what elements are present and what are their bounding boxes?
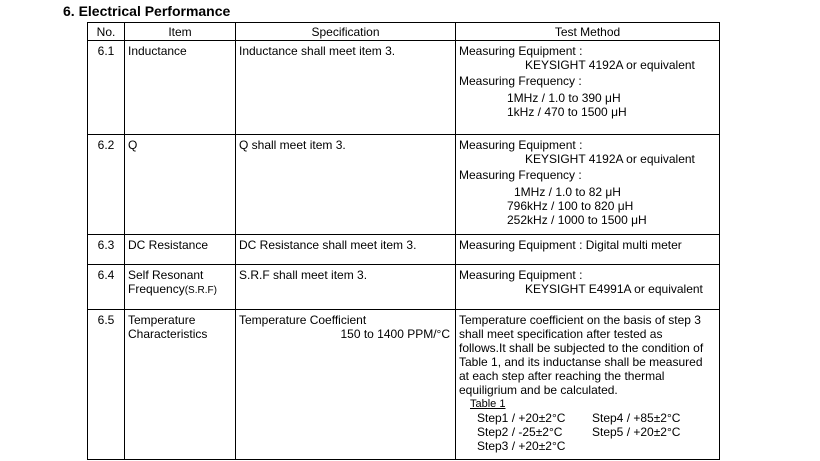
row-item: DC Resistance — [125, 235, 236, 265]
section-heading: 6. Electrical Performance — [63, 3, 231, 19]
row-item: Q — [125, 135, 236, 235]
row-item — [125, 310, 236, 460]
row-test-method — [456, 41, 720, 135]
row-no: 6.2 — [88, 135, 125, 235]
equipment-label: Measuring Equipment : — [459, 268, 583, 282]
col-test-header: Test Method — [456, 23, 720, 41]
test-text-line: equiligrium and be calculated. — [459, 383, 618, 397]
row-item — [125, 265, 236, 310]
table-1-label: Table 1 — [470, 398, 506, 410]
item-abbrev: (S.R.F) — [184, 285, 217, 296]
step-item: Step5 / +20±2°C — [592, 425, 681, 439]
row-test-method: Measuring Equipment : Digital multi meter — [456, 235, 720, 265]
equipment-value: KEYSIGHT 4192A or equivalent — [525, 152, 695, 166]
item-line: Characteristics — [128, 327, 208, 341]
row-test-method — [456, 310, 720, 460]
electrical-performance-table — [87, 22, 720, 460]
row-spec — [236, 310, 456, 460]
frequency-line: 796kHz / 100 to 820 μH — [507, 199, 634, 213]
col-no-header: No. — [88, 23, 125, 41]
row-spec: Q shall meet item 3. — [236, 135, 456, 235]
item-text: Frequency — [128, 282, 185, 296]
col-spec-header: Specification — [236, 23, 456, 41]
item-line — [128, 282, 232, 298]
spec-line: Temperature Coefficient — [239, 313, 367, 327]
test-text-line: shall meet specification after tested as — [459, 327, 663, 341]
row-no: 6.3 — [88, 235, 125, 265]
table-row — [88, 135, 720, 235]
table-row — [88, 310, 720, 460]
step-item: Step4 / +85±2°C — [592, 411, 681, 425]
test-text-line: at each step after reaching the thermal — [459, 369, 665, 383]
col-item-header: Item — [125, 23, 236, 41]
test-text-line: follows.It shall be subjected to the condition of — [459, 341, 704, 355]
step-list — [459, 411, 716, 453]
equipment-label: Measuring Equipment : — [459, 44, 583, 58]
row-test-method — [456, 135, 720, 235]
step-item: Step1 / +20±2°C — [477, 411, 566, 425]
row-item: Inductance — [125, 41, 236, 135]
equipment-value: KEYSIGHT 4192A or equivalent — [525, 58, 695, 72]
item-line: Temperature — [128, 313, 196, 327]
frequency-label: Measuring Frequency : — [459, 168, 582, 182]
frequency-line: 1kHz / 470 to 1500 μH — [507, 105, 627, 119]
step-item: Step3 / +20±2°C — [477, 439, 566, 453]
frequency-label: Measuring Frequency : — [459, 74, 582, 88]
table-row — [88, 41, 720, 135]
table-row — [88, 235, 720, 265]
row-spec: Inductance shall meet item 3. — [236, 41, 456, 135]
row-spec: S.R.F shall meet item 3. — [236, 265, 456, 310]
equipment-value: KEYSIGHT E4991A or equivalent — [525, 282, 703, 296]
table-row — [88, 265, 720, 310]
row-no: 6.4 — [88, 265, 125, 310]
row-no: 6.5 — [88, 310, 125, 460]
frequency-line: 1MHz / 1.0 to 82 μH — [514, 185, 621, 199]
frequency-line: 1MHz / 1.0 to 390 μH — [507, 91, 621, 105]
item-line: Self Resonant — [128, 268, 204, 282]
test-text-line: Temperature coefficient on the basis of step 3 — [459, 313, 701, 327]
spec-value: 150 to 1400 PPM/°C — [340, 327, 450, 341]
step-item: Step2 / -25±2°C — [477, 425, 563, 439]
header-row — [88, 23, 720, 41]
test-text-line: Table 1, and its inductanse shall be measured — [459, 355, 703, 369]
equipment-label: Measuring Equipment : — [459, 138, 583, 152]
row-spec: DC Resistance shall meet item 3. — [236, 235, 456, 265]
frequency-line: 252kHz / 1000 to 1500 μH — [507, 213, 647, 227]
row-test-method — [456, 265, 720, 310]
row-no: 6.1 — [88, 41, 125, 135]
